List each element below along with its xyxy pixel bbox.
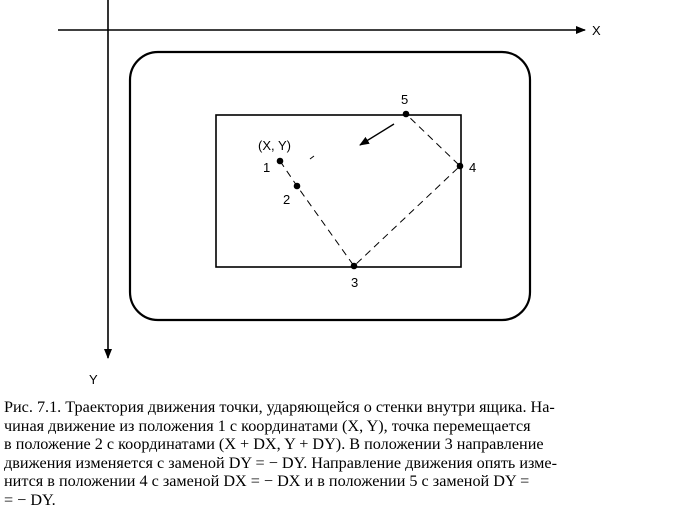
figure-caption — [4, 398, 664, 510]
caption-line: Рис. 7.1. Траектория движения точки, ударяющейся о стенки внутри ящика. На- — [4, 398, 555, 416]
caption-line: чиная движение из положения 1 с координатами (X, Y), точка перемещается — [4, 416, 531, 435]
point-1 — [277, 158, 284, 165]
point-2-label: 2 — [283, 192, 291, 207]
point-1-coord-label: (X, Y) — [258, 138, 291, 153]
caption-line: = − DY. — [4, 490, 56, 509]
caption-line: движения изменяется с заменой DY = − DY. Направление движения опять изме- — [4, 453, 558, 472]
x-axis-label: X — [592, 23, 601, 38]
trajectory-path — [280, 114, 460, 266]
point-5-label: 5 — [401, 92, 409, 107]
direction-arrow — [360, 124, 394, 145]
outer-box — [130, 52, 530, 320]
caption-line: нится в положении 4 с заменой DX = − DX и в положении 5 с заменой DY = — [4, 472, 530, 491]
point-2 — [294, 183, 301, 190]
tick-mark — [310, 156, 314, 159]
y-axis-label: Y — [89, 372, 98, 387]
point-4 — [457, 163, 464, 170]
point-3 — [351, 263, 358, 270]
point-5 — [403, 111, 410, 118]
point-1-label: 1 — [263, 160, 271, 175]
point-4-label: 4 — [469, 160, 477, 175]
caption-line: в положение 2 с координатами (X + DX, Y + DY). В положении 3 направление — [4, 435, 544, 454]
point-3-label: 3 — [351, 275, 359, 290]
